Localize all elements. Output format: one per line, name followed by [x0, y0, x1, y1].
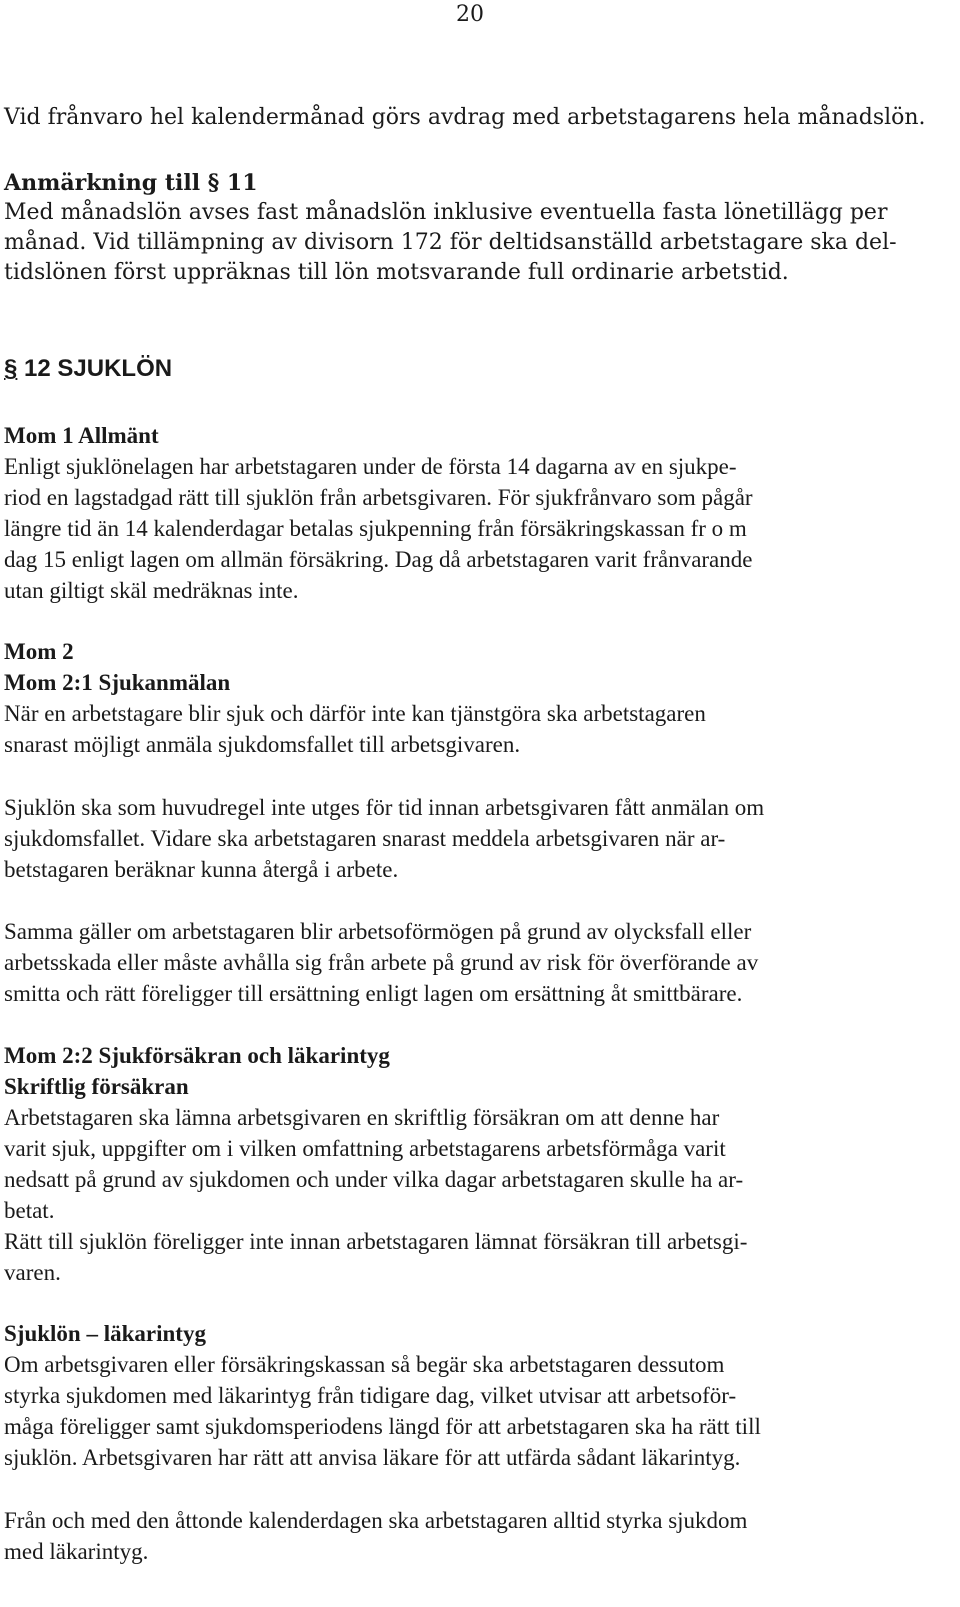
mom2-block — [4, 636, 944, 760]
text-line: arbetsskada eller måste avhålla sig från arbete på grund av risk för överförande av — [4, 950, 759, 975]
intro-paragraph — [4, 103, 944, 133]
certificate-paragraph-2 — [4, 1505, 944, 1567]
text-line: När en arbetstagare blir sjuk och därför inte kan tjänstgöra ska arbetstagaren — [4, 701, 706, 726]
text-line: Enligt sjuklönelagen har arbetstagaren under de första 14 dagarna av en sjukpe- — [4, 454, 737, 479]
remark-block — [4, 168, 944, 288]
text-line: Arbetstagaren ska lämna arbetsgivaren en skriftlig försäkran om att denne har — [4, 1105, 720, 1130]
certificate-heading: Sjuklön – läkarintyg — [4, 1321, 206, 1346]
page-number: 20 — [456, 2, 484, 27]
text-line: betat. — [4, 1198, 55, 1223]
mom2-heading: Mom 2 — [4, 639, 74, 664]
text-line: dag 15 enligt lagen om allmän försäkring. Dag då arbetstagaren varit frånvarande — [4, 547, 753, 572]
text-line: Om arbetsgivaren eller försäkringskassan så begär ska arbetstagaren dessutom — [4, 1352, 725, 1377]
section-title — [4, 354, 944, 384]
text-line: betstagaren beräknar kunna återgå i arbete. — [4, 857, 399, 882]
section-title-text: 12 SJUKLÖN — [17, 355, 173, 382]
text-line: Från och med den åttonde kalenderdagen ska arbetstagaren alltid styrka sjukdom — [4, 1508, 748, 1533]
text-line: med läkarintyg. — [4, 1539, 149, 1564]
text-line: smitta och rätt föreligger till ersättning enligt lagen om ersättning åt smittbärare. — [4, 981, 743, 1006]
mom22-subheading: Skriftlig försäkran — [4, 1074, 189, 1099]
certificate-block — [4, 1318, 944, 1473]
text-line: Rätt till sjuklön föreligger inte innan arbetstagaren lämnat försäkran till arbetsgi- — [4, 1229, 748, 1254]
mom2-paragraph-3 — [4, 916, 944, 1009]
text-line: Vid frånvaro hel kalendermånad görs avdrag med arbetstagarens hela månadslön. — [4, 105, 926, 130]
mom1-block — [4, 420, 944, 606]
text-line: styrka sjukdomen med läkarintyg från tidigare dag, vilket utvisar att arbetsoför- — [4, 1383, 737, 1408]
text-line: månad. Vid tillämpning av divisorn 172 för deltidsanställd arbetstagare ska del- — [4, 230, 897, 255]
text-line: måga föreligger samt sjukdomsperiodens längd för att arbetstagaren ska ha rätt till — [4, 1414, 761, 1439]
text-line: Sjuklön ska som huvudregel inte utges för tid innan arbetsgivaren fått anmälan om — [4, 795, 765, 820]
text-line: Med månadslön avses fast månadslön inklusive eventuella fasta lönetillägg per — [4, 200, 888, 225]
text-line: riod en lagstadgad rätt till sjuklön från arbetsgivaren. För sjukfrånvaro som pågår — [4, 485, 753, 510]
text-line: sjukdomsfallet. Vidare ska arbetstagaren snarast meddela arbetsgivaren när ar- — [4, 826, 726, 851]
text-line: snarast möjligt anmäla sjukdomsfallet till arbetsgivaren. — [4, 732, 521, 757]
text-line: utan giltigt skäl medräknas inte. — [4, 578, 299, 603]
mom22-heading: Mom 2:2 Sjukförsäkran och läkarintyg — [4, 1043, 390, 1068]
remark-heading: Anmärkning till § 11 — [4, 170, 258, 196]
text-line: Samma gäller om arbetstagaren blir arbetsoförmögen på grund av olycksfall eller — [4, 919, 752, 944]
mom1-heading: Mom 1 Allmänt — [4, 423, 159, 448]
text-line: varit sjuk, uppgifter om i vilken omfattning arbetstagarens arbetsförmåga varit — [4, 1136, 726, 1161]
text-line: nedsatt på grund av sjukdomen och under vilka dagar arbetstagaren skulle ha ar- — [4, 1167, 744, 1192]
mom2-subheading: Mom 2:1 Sjukanmälan — [4, 670, 231, 695]
text-line: tidslönen först uppräknas till lön motsvarande full ordinarie arbetstid. — [4, 260, 789, 285]
text-line: varen. — [4, 1260, 61, 1285]
section-symbol: § — [4, 355, 18, 382]
text-line: längre tid än 14 kalenderdagar betalas sjukpenning från försäkringskassan fr o m — [4, 516, 747, 541]
mom2-paragraph-2 — [4, 792, 944, 885]
text-line: sjuklön. Arbetsgivaren har rätt att anvisa läkare för att utfärda sådant läkarintyg. — [4, 1445, 741, 1470]
mom22-block — [4, 1040, 944, 1288]
